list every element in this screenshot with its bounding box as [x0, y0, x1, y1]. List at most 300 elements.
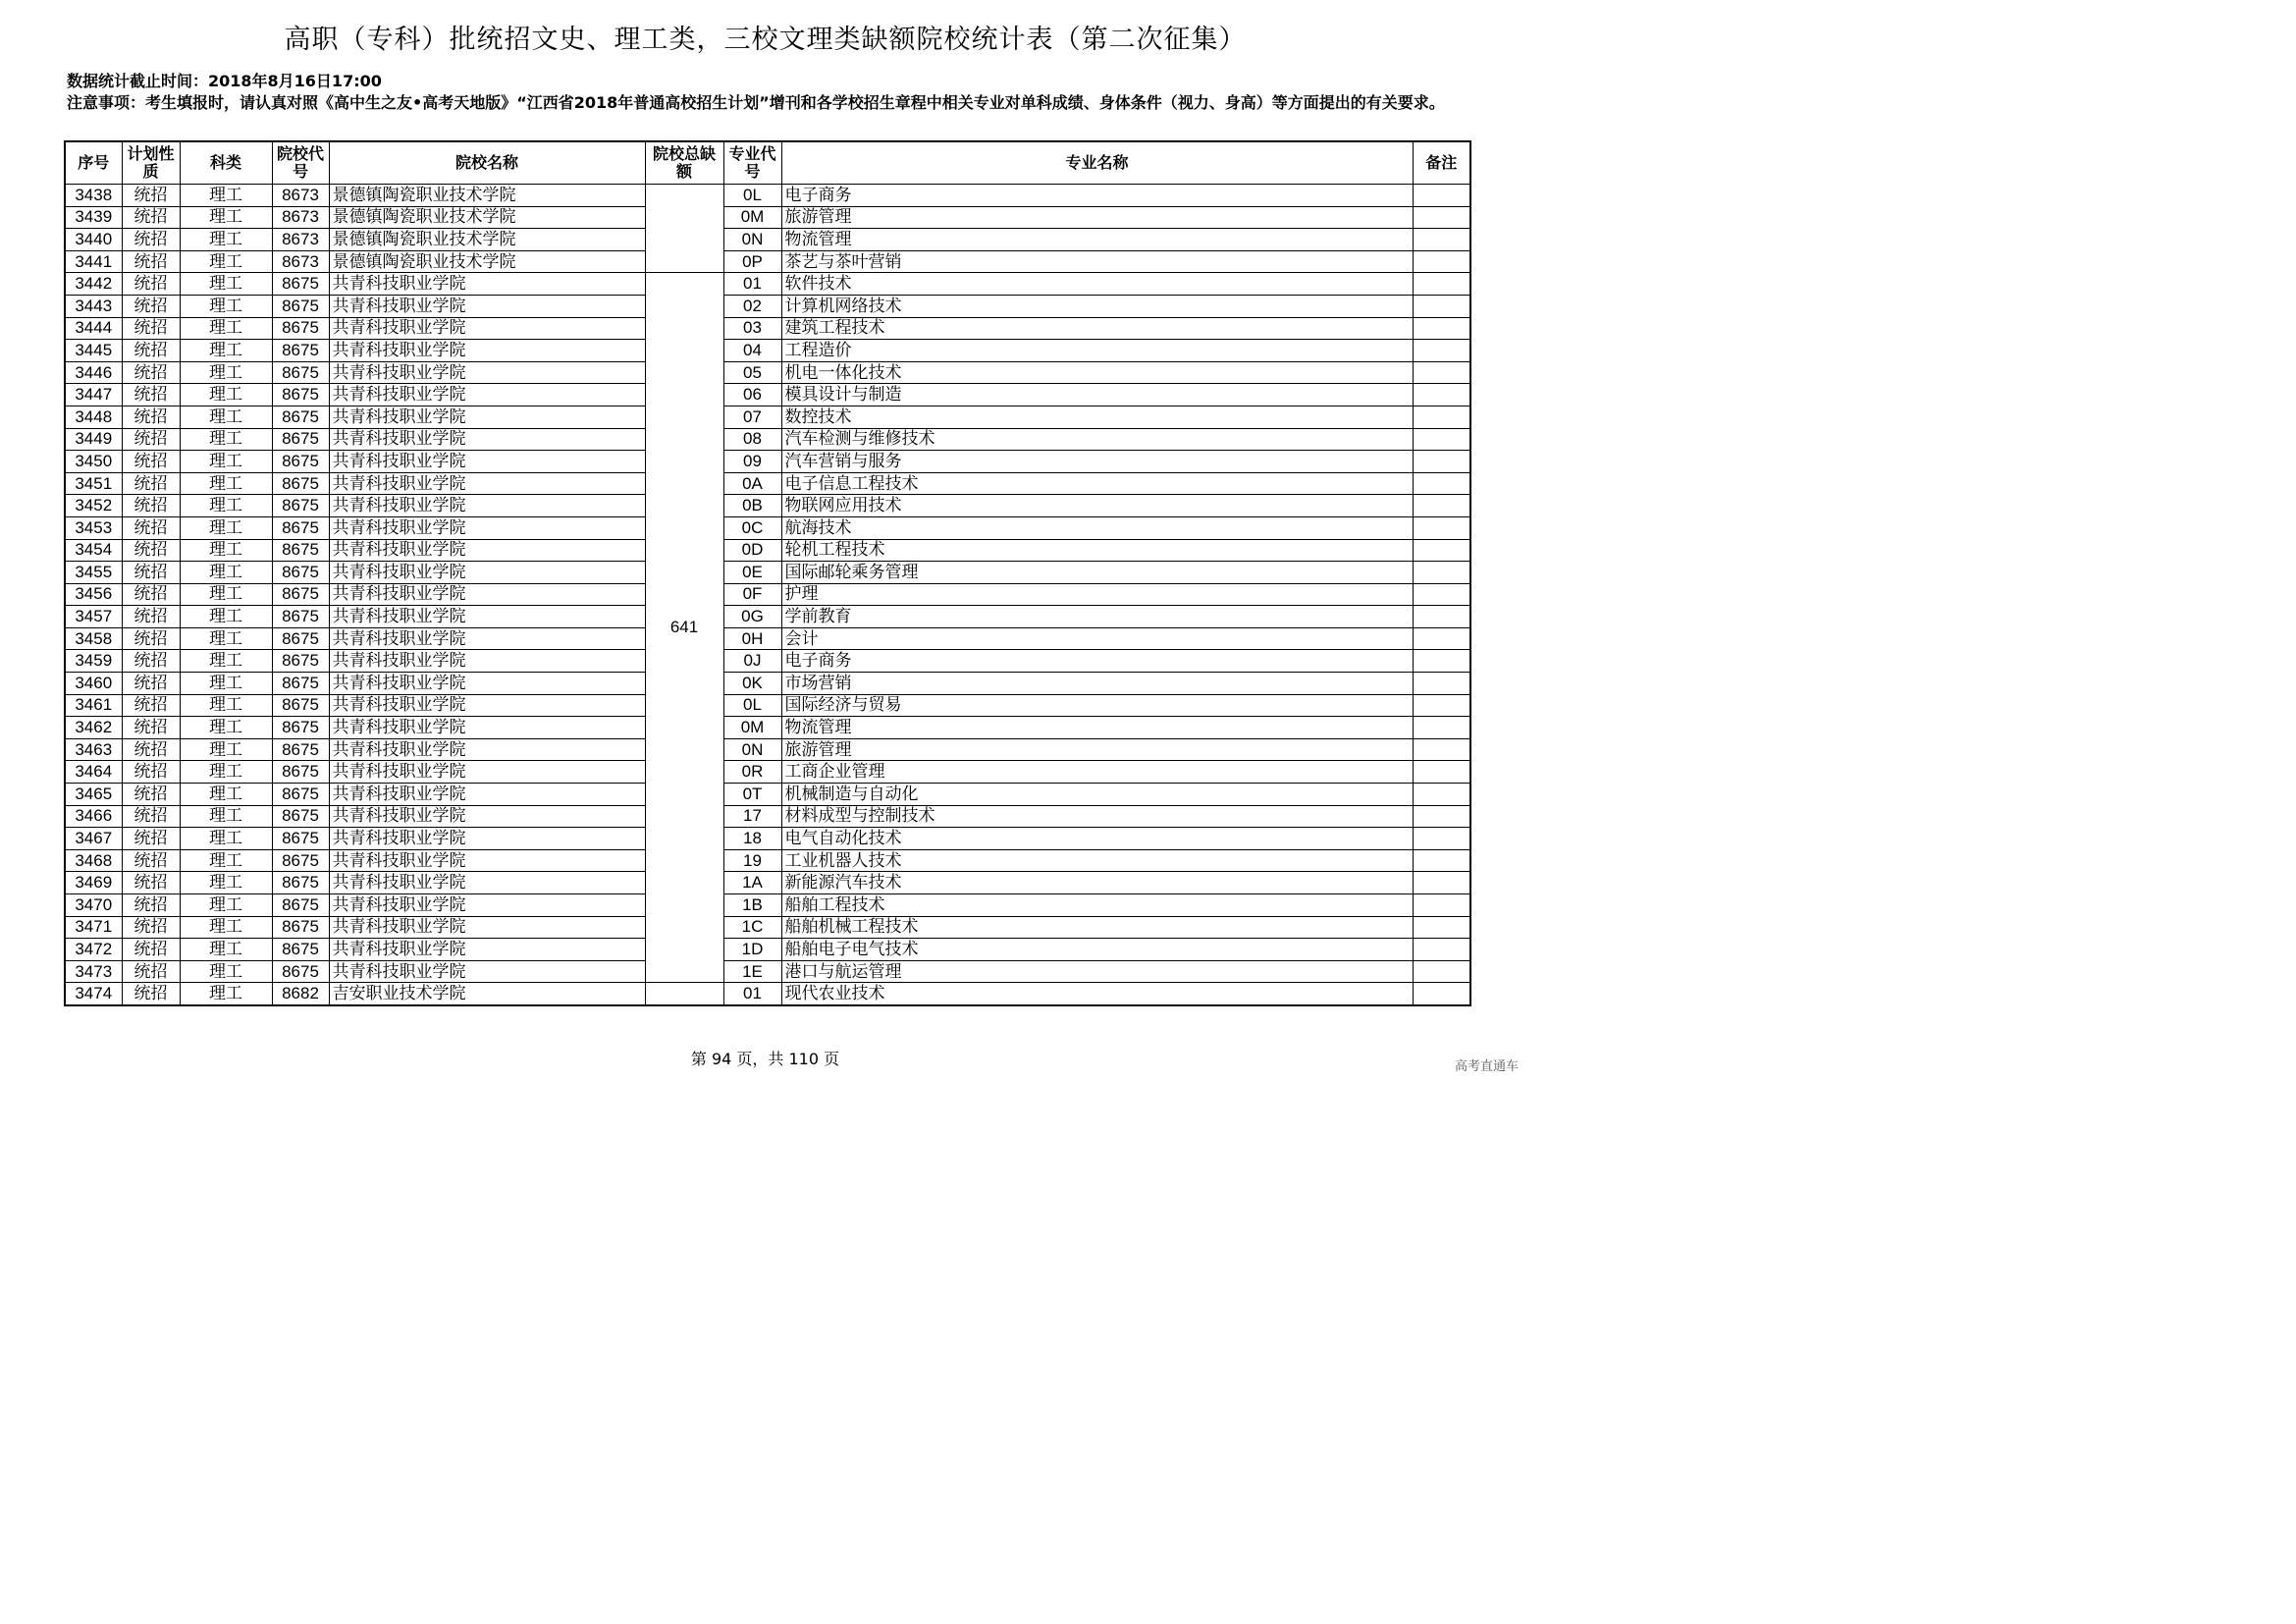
cell-remark: [1413, 784, 1470, 806]
cell-school-code: 8675: [272, 894, 329, 917]
cell-category: 理工: [180, 185, 272, 207]
cell-major-code: 0K: [723, 673, 781, 695]
cell-seq: 3453: [65, 516, 122, 539]
cell-major-code: 0A: [723, 472, 781, 495]
header-school-code: 院校代号: [272, 141, 329, 185]
cell-major-code: 03: [723, 317, 781, 340]
cell-school-code: 8682: [272, 983, 329, 1005]
cell-major-name: 船舶电子电气技术: [781, 939, 1413, 961]
cell-major-name: 工业机器人技术: [781, 849, 1413, 872]
cell-seq: 3466: [65, 805, 122, 828]
cell-school-name: 共青科技职业学院: [329, 627, 645, 650]
cell-major-name: 机电一体化技术: [781, 361, 1413, 384]
cell-seq: 3438: [65, 185, 122, 207]
cell-plan: 统招: [122, 406, 180, 428]
cell-school-code: 8675: [272, 761, 329, 784]
table-row: [65, 761, 1470, 784]
table-row: [65, 206, 1470, 229]
table-row: [65, 717, 1470, 739]
cell-plan: 统招: [122, 472, 180, 495]
cell-major-name: 护理: [781, 583, 1413, 606]
cell-category: 理工: [180, 516, 272, 539]
cell-major-code: 08: [723, 428, 781, 451]
cell-school-name: 共青科技职业学院: [329, 717, 645, 739]
cell-remark: [1413, 361, 1470, 384]
cell-seq: 3468: [65, 849, 122, 872]
cell-plan: 统招: [122, 828, 180, 850]
cell-school-code: 8675: [272, 916, 329, 939]
table-row: [65, 916, 1470, 939]
cell-school-code: 8675: [272, 451, 329, 473]
cell-seq: 3439: [65, 206, 122, 229]
cell-school-code: 8675: [272, 472, 329, 495]
table-row: [65, 939, 1470, 961]
table-row: [65, 583, 1470, 606]
table-row: [65, 273, 1470, 296]
cell-school-name: 共青科技职业学院: [329, 872, 645, 894]
table-row: [65, 562, 1470, 584]
cell-school-code: 8675: [272, 828, 329, 850]
cell-seq: 3460: [65, 673, 122, 695]
table-row: [65, 317, 1470, 340]
cell-school-code: 8675: [272, 650, 329, 673]
cell-major-name: 机械制造与自动化: [781, 784, 1413, 806]
header-category: 科类: [180, 141, 272, 185]
cell-major-code: 1C: [723, 916, 781, 939]
cell-major-code: 09: [723, 451, 781, 473]
cell-seq: 3441: [65, 250, 122, 273]
cell-remark: [1413, 295, 1470, 317]
table-row: [65, 539, 1470, 562]
table-row: [65, 627, 1470, 650]
cell-category: 理工: [180, 627, 272, 650]
cell-major-name: 旅游管理: [781, 738, 1413, 761]
cell-plan: 统招: [122, 583, 180, 606]
cell-seq: 3452: [65, 495, 122, 517]
cell-major-name: 旅游管理: [781, 206, 1413, 229]
cell-seq: 3451: [65, 472, 122, 495]
table-row: [65, 361, 1470, 384]
cell-category: 理工: [180, 606, 272, 628]
cell-seq: 3454: [65, 539, 122, 562]
cell-remark: [1413, 384, 1470, 406]
cell-category: 理工: [180, 738, 272, 761]
cell-major-name: 模具设计与制造: [781, 384, 1413, 406]
cell-category: 理工: [180, 828, 272, 850]
cell-school-code: 8675: [272, 361, 329, 384]
cell-plan: 统招: [122, 650, 180, 673]
cell-plan: 统招: [122, 516, 180, 539]
cell-plan: 统招: [122, 250, 180, 273]
cell-major-code: 06: [723, 384, 781, 406]
cell-remark: [1413, 983, 1470, 1005]
cell-school-name: 共青科技职业学院: [329, 650, 645, 673]
cell-school-code: 8675: [272, 627, 329, 650]
cell-major-code: 0E: [723, 562, 781, 584]
cell-category: 理工: [180, 717, 272, 739]
cell-total-vacancy: [645, 185, 723, 273]
cell-major-name: 船舶工程技术: [781, 894, 1413, 917]
cell-major-code: 01: [723, 273, 781, 296]
cell-major-code: 0J: [723, 650, 781, 673]
cell-plan: 统招: [122, 960, 180, 983]
header-major-code: 专业代号: [723, 141, 781, 185]
cell-remark: [1413, 828, 1470, 850]
cell-remark: [1413, 406, 1470, 428]
cell-remark: [1413, 250, 1470, 273]
cell-school-name: 共青科技职业学院: [329, 406, 645, 428]
cell-seq: 3463: [65, 738, 122, 761]
cell-seq: 3458: [65, 627, 122, 650]
watermark: 高考直通车: [1454, 1059, 1519, 1074]
table-row: [65, 606, 1470, 628]
cell-major-name: 航海技术: [781, 516, 1413, 539]
cell-remark: [1413, 805, 1470, 828]
table-row: [65, 849, 1470, 872]
cell-remark: [1413, 273, 1470, 296]
cell-category: 理工: [180, 495, 272, 517]
cell-school-code: 8675: [272, 673, 329, 695]
cell-school-code: 8675: [272, 606, 329, 628]
cell-category: 理工: [180, 694, 272, 717]
cell-remark: [1413, 562, 1470, 584]
cell-category: 理工: [180, 250, 272, 273]
cell-seq: 3465: [65, 784, 122, 806]
cell-remark: [1413, 340, 1470, 362]
cell-school-code: 8673: [272, 185, 329, 207]
cell-seq: 3444: [65, 317, 122, 340]
header-seq: 序号: [65, 141, 122, 185]
cell-category: 理工: [180, 650, 272, 673]
cell-major-code: 02: [723, 295, 781, 317]
cell-school-name: 共青科技职业学院: [329, 939, 645, 961]
notice-text: 注意事项：考生填报时，请认真对照《高中生之友•高考天地版》“江西省2018年普通高校招生计划”增刊和各学校招生章程中相关专业对单科成绩、身体条件（视力、身高）等方面提出的有关要求。: [67, 93, 1445, 112]
cell-plan: 统招: [122, 451, 180, 473]
cell-school-code: 8675: [272, 694, 329, 717]
cell-school-code: 8675: [272, 495, 329, 517]
table-row: [65, 495, 1470, 517]
cell-school-name: 共青科技职业学院: [329, 451, 645, 473]
cell-category: 理工: [180, 761, 272, 784]
cell-school-name: 共青科技职业学院: [329, 428, 645, 451]
cell-school-name: 共青科技职业学院: [329, 673, 645, 695]
cell-category: 理工: [180, 784, 272, 806]
cell-school-name: 共青科技职业学院: [329, 828, 645, 850]
cell-school-name: 共青科技职业学院: [329, 606, 645, 628]
cell-seq: 3448: [65, 406, 122, 428]
cell-plan: 统招: [122, 539, 180, 562]
cell-school-name: 共青科技职业学院: [329, 495, 645, 517]
cell-remark: [1413, 539, 1470, 562]
cell-total-vacancy: 641: [645, 273, 723, 983]
cell-remark: [1413, 761, 1470, 784]
cell-plan: 统招: [122, 673, 180, 695]
table-row: [65, 983, 1470, 1005]
cell-remark: [1413, 694, 1470, 717]
cell-major-name: 国际经济与贸易: [781, 694, 1413, 717]
table-row: [65, 472, 1470, 495]
cell-plan: 统招: [122, 361, 180, 384]
cell-school-name: 共青科技职业学院: [329, 295, 645, 317]
cell-school-code: 8675: [272, 784, 329, 806]
table-row: [65, 738, 1470, 761]
cell-major-name: 物流管理: [781, 229, 1413, 251]
cell-remark: [1413, 495, 1470, 517]
cell-plan: 统招: [122, 317, 180, 340]
cell-school-name: 共青科技职业学院: [329, 894, 645, 917]
cell-school-name: 共青科技职业学院: [329, 960, 645, 983]
cell-major-code: 0N: [723, 738, 781, 761]
cell-major-code: 0P: [723, 250, 781, 273]
cell-seq: 3440: [65, 229, 122, 251]
cell-total-vacancy: [645, 983, 723, 1005]
table-row: [65, 229, 1470, 251]
cell-remark: [1413, 451, 1470, 473]
cell-major-name: 船舶机械工程技术: [781, 916, 1413, 939]
header-total-vacancy: 院校总缺额: [645, 141, 723, 185]
cell-school-name: 景德镇陶瓷职业技术学院: [329, 185, 645, 207]
cell-seq: 3471: [65, 916, 122, 939]
cell-school-code: 8673: [272, 229, 329, 251]
cell-category: 理工: [180, 872, 272, 894]
table-row: [65, 185, 1470, 207]
cell-school-code: 8675: [272, 939, 329, 961]
cell-plan: 统招: [122, 694, 180, 717]
cell-major-code: 01: [723, 983, 781, 1005]
cell-plan: 统招: [122, 717, 180, 739]
cell-major-name: 会计: [781, 627, 1413, 650]
cell-school-name: 共青科技职业学院: [329, 384, 645, 406]
cell-school-code: 8675: [272, 516, 329, 539]
cell-major-code: 0G: [723, 606, 781, 628]
cell-school-code: 8675: [272, 738, 329, 761]
table-row: [65, 516, 1470, 539]
cell-seq: 3447: [65, 384, 122, 406]
cell-seq: 3462: [65, 717, 122, 739]
cell-major-code: 0N: [723, 229, 781, 251]
cell-major-code: 0L: [723, 694, 781, 717]
cell-remark: [1413, 206, 1470, 229]
cell-major-code: 05: [723, 361, 781, 384]
cell-school-code: 8675: [272, 872, 329, 894]
cell-school-name: 景德镇陶瓷职业技术学院: [329, 250, 645, 273]
cell-major-name: 电子商务: [781, 185, 1413, 207]
cell-category: 理工: [180, 384, 272, 406]
cell-major-code: 1E: [723, 960, 781, 983]
cell-category: 理工: [180, 472, 272, 495]
cell-remark: [1413, 738, 1470, 761]
cutoff-time: 数据统计截止时间：2018年8月16日17:00: [67, 72, 382, 90]
vacancy-table: [64, 140, 1471, 1006]
header-school-name: 院校名称: [329, 141, 645, 185]
header-plan: 计划性质: [122, 141, 180, 185]
cell-school-name: 共青科技职业学院: [329, 694, 645, 717]
cell-major-name: 市场营销: [781, 673, 1413, 695]
cell-seq: 3442: [65, 273, 122, 296]
cell-seq: 3443: [65, 295, 122, 317]
cell-major-code: 0H: [723, 627, 781, 650]
cell-remark: [1413, 229, 1470, 251]
cell-major-name: 新能源汽车技术: [781, 872, 1413, 894]
cell-major-name: 国际邮轮乘务管理: [781, 562, 1413, 584]
cell-category: 理工: [180, 428, 272, 451]
table-row: [65, 694, 1470, 717]
cell-major-code: 0C: [723, 516, 781, 539]
cell-remark: [1413, 872, 1470, 894]
cell-remark: [1413, 317, 1470, 340]
cell-school-name: 共青科技职业学院: [329, 738, 645, 761]
table-row: [65, 451, 1470, 473]
cell-major-name: 学前教育: [781, 606, 1413, 628]
cell-school-code: 8675: [272, 960, 329, 983]
cell-plan: 统招: [122, 295, 180, 317]
cell-seq: 3473: [65, 960, 122, 983]
cell-school-code: 8673: [272, 250, 329, 273]
cell-school-code: 8675: [272, 805, 329, 828]
cell-category: 理工: [180, 539, 272, 562]
cell-plan: 统招: [122, 761, 180, 784]
cell-remark: [1413, 717, 1470, 739]
cell-seq: 3474: [65, 983, 122, 1005]
cell-remark: [1413, 939, 1470, 961]
cell-category: 理工: [180, 583, 272, 606]
table-row: [65, 384, 1470, 406]
cell-seq: 3446: [65, 361, 122, 384]
cell-school-name: 共青科技职业学院: [329, 583, 645, 606]
cell-school-code: 8675: [272, 406, 329, 428]
cell-school-code: 8675: [272, 583, 329, 606]
cell-remark: [1413, 472, 1470, 495]
table-header-row: [65, 141, 1470, 185]
cell-school-name: 共青科技职业学院: [329, 784, 645, 806]
cell-remark: [1413, 185, 1470, 207]
cell-major-code: 0M: [723, 717, 781, 739]
cell-category: 理工: [180, 960, 272, 983]
cell-plan: 统招: [122, 983, 180, 1005]
table-row: [65, 960, 1470, 983]
table-row: [65, 805, 1470, 828]
cell-major-name: 电子信息工程技术: [781, 472, 1413, 495]
cell-plan: 统招: [122, 849, 180, 872]
cell-plan: 统招: [122, 273, 180, 296]
cell-school-name: 共青科技职业学院: [329, 849, 645, 872]
cell-major-code: 18: [723, 828, 781, 850]
cell-remark: [1413, 606, 1470, 628]
cell-category: 理工: [180, 406, 272, 428]
cell-school-name: 景德镇陶瓷职业技术学院: [329, 229, 645, 251]
cell-plan: 统招: [122, 738, 180, 761]
cell-category: 理工: [180, 562, 272, 584]
cell-major-name: 物联网应用技术: [781, 495, 1413, 517]
cell-remark: [1413, 516, 1470, 539]
cell-major-name: 数控技术: [781, 406, 1413, 428]
cell-category: 理工: [180, 673, 272, 695]
cell-plan: 统招: [122, 784, 180, 806]
cell-plan: 统招: [122, 894, 180, 917]
cell-school-code: 8675: [272, 428, 329, 451]
cell-category: 理工: [180, 939, 272, 961]
cell-category: 理工: [180, 340, 272, 362]
cell-seq: 3470: [65, 894, 122, 917]
cell-school-code: 8675: [272, 340, 329, 362]
cell-seq: 3449: [65, 428, 122, 451]
table-row: [65, 250, 1470, 273]
cell-school-name: 共青科技职业学院: [329, 805, 645, 828]
cell-plan: 统招: [122, 340, 180, 362]
cell-category: 理工: [180, 451, 272, 473]
cell-plan: 统招: [122, 495, 180, 517]
cell-plan: 统招: [122, 606, 180, 628]
cell-plan: 统招: [122, 229, 180, 251]
cell-school-name: 共青科技职业学院: [329, 562, 645, 584]
cell-plan: 统招: [122, 384, 180, 406]
cell-school-code: 8675: [272, 849, 329, 872]
cell-remark: [1413, 583, 1470, 606]
cell-remark: [1413, 849, 1470, 872]
cell-category: 理工: [180, 273, 272, 296]
cell-school-code: 8675: [272, 717, 329, 739]
cell-major-code: 1D: [723, 939, 781, 961]
cell-school-name: 共青科技职业学院: [329, 916, 645, 939]
cell-school-name: 共青科技职业学院: [329, 472, 645, 495]
cell-major-code: 19: [723, 849, 781, 872]
cell-category: 理工: [180, 361, 272, 384]
cell-remark: [1413, 650, 1470, 673]
table-row: [65, 340, 1470, 362]
table-row: [65, 784, 1470, 806]
cell-major-code: 0D: [723, 539, 781, 562]
cell-category: 理工: [180, 894, 272, 917]
document-title: 高职（专科）批统招文史、理工类，三校文理类缺额院校统计表（第二次征集）: [284, 25, 1247, 55]
cell-remark: [1413, 627, 1470, 650]
cell-category: 理工: [180, 849, 272, 872]
table-row: [65, 650, 1470, 673]
cell-major-code: 0T: [723, 784, 781, 806]
cell-category: 理工: [180, 916, 272, 939]
cell-major-name: 现代农业技术: [781, 983, 1413, 1005]
table-row: [65, 295, 1470, 317]
table-row: [65, 673, 1470, 695]
cell-school-code: 8675: [272, 295, 329, 317]
cell-major-name: 电气自动化技术: [781, 828, 1413, 850]
table-row: [65, 894, 1470, 917]
cell-seq: 3464: [65, 761, 122, 784]
cell-seq: 3456: [65, 583, 122, 606]
cell-plan: 统招: [122, 428, 180, 451]
cell-school-name: 共青科技职业学院: [329, 539, 645, 562]
header-remark: 备注: [1413, 141, 1470, 185]
cell-category: 理工: [180, 206, 272, 229]
page-number: 第 94 页，共 110 页: [690, 1050, 840, 1068]
cell-major-name: 建筑工程技术: [781, 317, 1413, 340]
cell-school-name: 共青科技职业学院: [329, 361, 645, 384]
cell-seq: 3469: [65, 872, 122, 894]
cell-major-name: 材料成型与控制技术: [781, 805, 1413, 828]
cell-plan: 统招: [122, 916, 180, 939]
cell-major-code: 0F: [723, 583, 781, 606]
cell-major-name: 计算机网络技术: [781, 295, 1413, 317]
cell-school-code: 8675: [272, 562, 329, 584]
cell-seq: 3472: [65, 939, 122, 961]
cell-major-code: 0L: [723, 185, 781, 207]
cell-plan: 统招: [122, 562, 180, 584]
table-body: [65, 185, 1470, 1005]
cell-major-name: 软件技术: [781, 273, 1413, 296]
cell-major-code: 07: [723, 406, 781, 428]
cell-plan: 统招: [122, 805, 180, 828]
table-row: [65, 428, 1470, 451]
cell-school-name: 共青科技职业学院: [329, 516, 645, 539]
